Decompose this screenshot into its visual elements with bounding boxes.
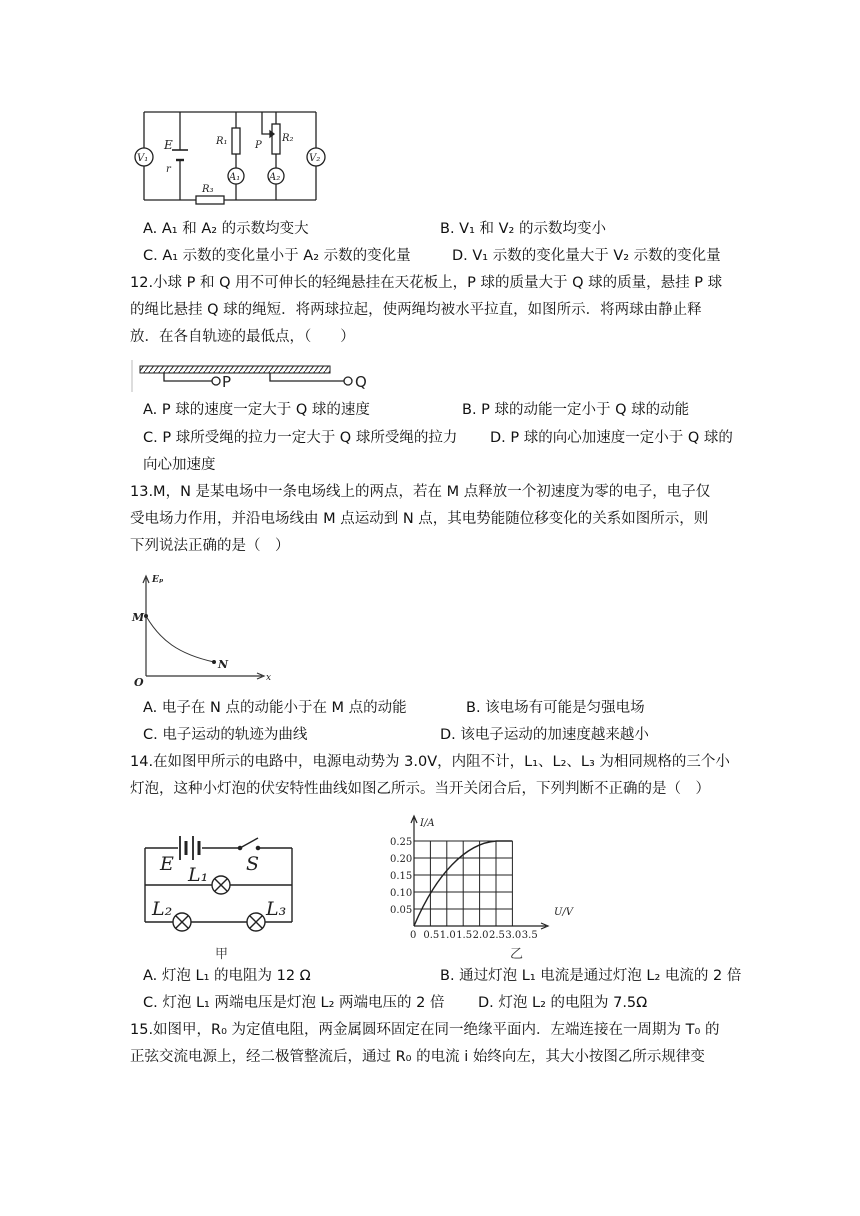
q13-M-label: M xyxy=(132,611,145,624)
q14-xlabel: U/V xyxy=(554,907,574,918)
q14-caption-left: 甲 xyxy=(215,947,229,962)
q12-text-line-2: 的绳比悬挂 Q 球的绳短．将两球拉起，使两绳均被水平拉直，如图所示．将两球由静止释 xyxy=(130,302,702,318)
q11-label-R1: R₁ xyxy=(216,136,228,147)
q11-label-R2: R₂ xyxy=(282,133,294,144)
q12-label-Q: Q xyxy=(355,373,367,391)
q14-label-L2: L₂ xyxy=(152,898,173,920)
iu-ytick-label: 0.10 xyxy=(390,888,413,899)
q11-option-a: A. A₁ 和 A₂ 的示数均变大 xyxy=(143,221,309,237)
iu-xtick-label: 3.5 xyxy=(521,930,538,941)
iu-ytick-label: 0.15 xyxy=(390,871,413,882)
q11-label-V2: V₂ xyxy=(309,153,321,164)
iu-xtick-label: 3.0 xyxy=(505,930,522,941)
q12-text-line-1: 12.小球 P 和 Q 用不可伸长的轻绳悬挂在天花板上，P 球的质量大于 Q 球的质量，悬挂 P 球 xyxy=(130,275,723,291)
q11-option-b: B. V₁ 和 V₂ 的示数均变小 xyxy=(440,221,606,237)
iu-ytick-label: 0.05 xyxy=(390,905,413,916)
q14-text-line-1: 14.在如图甲所示的电路中，电源电动势为 3.0V，内阻不计，L₁、L₂、L₃ 为相同规格的三个小 xyxy=(130,754,730,770)
q12-option-c: C. P 球所受绳的拉力一定大于 Q 球所受绳的拉力 xyxy=(143,430,458,446)
q11-option-c: C. A₁ 示数的变化量小于 A₂ 示数的变化量 xyxy=(143,248,411,264)
q15-text-line-1: 15.如图甲，R₀ 为定值电阻，两金属圆环固定在同一绝缘平面内．左端连接在一周期为 T₀ 的 xyxy=(130,1022,720,1038)
iu-xtick-label: 1.0 xyxy=(439,930,456,941)
q14-option-b: B. 通过灯泡 L₁ 电流是通过灯泡 L₂ 电流的 2 倍 xyxy=(440,968,742,984)
q12-label-P: P xyxy=(222,373,232,391)
iu-xtick-label: 2.5 xyxy=(489,930,505,941)
q14-caption-right: 乙 xyxy=(510,947,524,962)
iu-ytick-label: 0.20 xyxy=(390,854,413,865)
q11-label-V1: V₁ xyxy=(137,153,149,164)
q11-label-E: E xyxy=(164,138,173,152)
q13-N-label: N xyxy=(218,658,229,671)
q13-option-a: A. 电子在 N 点的动能小于在 M 点的动能 xyxy=(143,700,407,716)
q14-option-a: A. 灯泡 L₁ 的电阻为 12 Ω xyxy=(143,968,311,984)
q12-option-a: A. P 球的速度一定大于 Q 球的速度 xyxy=(143,402,370,418)
q14-label-E: E xyxy=(160,853,174,875)
q11-label-r: r xyxy=(166,164,171,175)
q13-option-d: D. 该电子运动的加速度越来越小 xyxy=(440,727,649,743)
q12-option-d-continued: 向心加速度 xyxy=(143,457,216,473)
q14-label-L1: L₁ xyxy=(188,864,209,886)
q12-option-d: D. P 球的向心加速度一定小于 Q 球的 xyxy=(490,430,733,446)
q14-label-L3: L₃ xyxy=(266,898,287,920)
q15-text-line-2: 正弦交流电源上，经二极管整流后，通过 R₀ 的电流 i 始终向左，其大小按图乙所示规律变 xyxy=(130,1049,705,1065)
q11-label-A1: A₁ xyxy=(229,172,241,183)
iu-xtick-label: 1.5 xyxy=(456,930,473,941)
q13-origin-label: O xyxy=(134,676,144,689)
q12-text-line-3: 放．在各自轨迹的最低点，（ ） xyxy=(130,329,355,345)
q14-option-d: D. 灯泡 L₂ 的电阻为 7.5Ω xyxy=(478,995,648,1011)
q12-option-b: B. P 球的动能一定小于 Q 球的动能 xyxy=(462,402,690,418)
q13-text-line-1: 13.M，N 是某电场中一条电场线上的两点，若在 M 点释放一个初速度为零的电子，电子仅 xyxy=(130,484,711,500)
q13-option-c: C. 电子运动的轨迹为曲线 xyxy=(143,727,308,743)
q11-label-A2: A₂ xyxy=(269,172,281,183)
q11-option-d: D. V₁ 示数的变化量大于 V₂ 示数的变化量 xyxy=(452,248,721,264)
q13-xlabel: x xyxy=(266,673,272,683)
q13-ylabel: Eₚ xyxy=(152,575,164,585)
q13-option-b: B. 该电场有可能是匀强电场 xyxy=(466,700,645,716)
q14-option-c: C. 灯泡 L₁ 两端电压是灯泡 L₂ 两端电压的 2 倍 xyxy=(143,995,445,1011)
q14-ylabel: I/A xyxy=(420,818,435,829)
iu-xtick-label: 0 xyxy=(410,930,417,941)
q11-label-P: P xyxy=(255,140,262,151)
q11-label-R3: R₃ xyxy=(202,184,214,195)
q14-text-line-2: 灯泡，这种小灯泡的伏安特性曲线如图乙所示。当开关闭合后，下列判断不正确的是（ ） xyxy=(130,781,710,797)
q14-label-S: S xyxy=(246,853,260,875)
q13-text-line-3: 下列说法正确的是（ ） xyxy=(130,538,290,554)
iu-ytick-label: 0.25 xyxy=(390,837,413,848)
q13-text-line-2: 受电场力作用，并沿电场线由 M 点运动到 N 点，其电势能随位移变化的关系如图所示，则 xyxy=(130,511,709,527)
iu-xtick-label: 2.0 xyxy=(472,930,489,941)
iu-xtick-label: 0.5 xyxy=(423,930,440,941)
